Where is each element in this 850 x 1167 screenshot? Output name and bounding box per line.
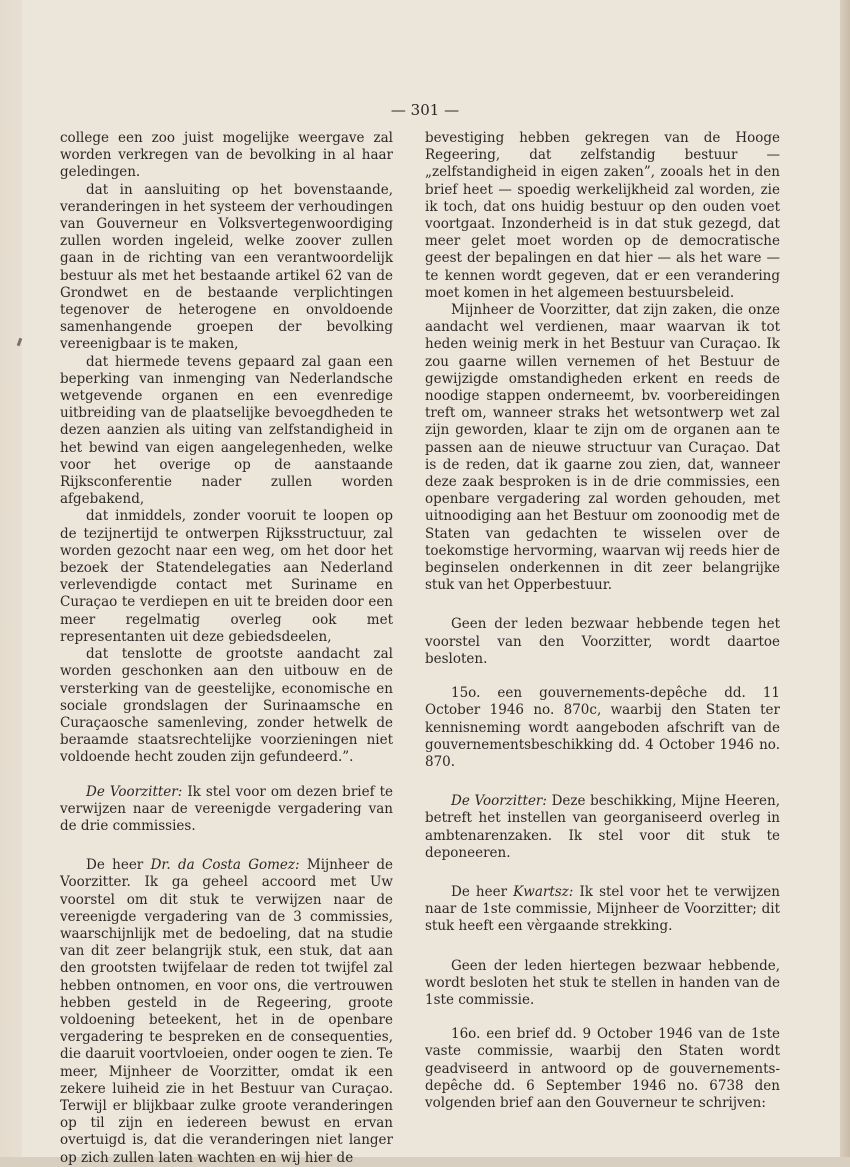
right-column [425,130,780,1112]
paragraph: bevestiging hebben gekregen van de Hooge Regeering, dat zelfstandig bestuur — „zelfstandigheid in eigen zaken”, zooals het in den brief heet — spoedig werkelijkheid zal worden, zie ik toch, dat ons huidig bestuur op den ouden voet voortgaat. Inzonderheid is in dat stuk gezegd, dat meer gelet moet worden op de democratische geest der bepalingen en dat hier — als het ware — te kennen wordt gegeven, dat er een verandering moet komen in het algemeen bestuursbeleid. [425,130,780,301]
paragraph: dat hiermede tevens gepaard zal gaan een beperking van inmenging van Nederlandsche wetgevende organen en een evenredige uitbreiding van de plaatselijke bevoegdheden te dezen aanzien als uiting van zelfstandigheid in het bewind van eigen aangelegenheden, welke voor het overige op de aanstaande Rijksconferentie nader zullen worden afgebakend, [60,353,393,508]
page-edge [840,0,850,1157]
left-column [60,130,393,1167]
paragraph [425,793,780,862]
speech-text: Mijnheer de Voorzitter. Ik ga geheel accoord met Uw voorstel om dit stuk te verwijzen naar de vereenigde vergadering van de 3 commissies, waarschijnlijk met de bedoeling, dat na studie van dit zeer belangrijk stuk, een stuk, dat aan den grootsten twijfelaar de reden tot twijfel zal hebben ontnomen, en voor ons, die vertrouwen hebben gesteld in de Regeering, groote voldoening beteekent, het in de openbare vergadering te bespreken en de consequenties, die daaruit voortvloeien, onder oogen te zien. Te meer, Mijnheer de Voorzitter, omdat ik een zekere luiheid zie in het Bestuur van Curaçao. Terwijl er blijkbaar zulke groote veranderingen op til zijn en iedereen bewust en ervan overtuigd is, dat die veranderingen niet langer op zich zullen laten wachten en wij hier de [60,857,393,1166]
paragraph: Mijnheer de Voorzitter, dat zijn zaken, die onze aandacht wel verdienen, maar waarvan ik tot heden weinig merk in het Bestuur van Curaçao. Ik zou gaarne willen vernemen of het Bestuur de gewijzigde omstandigheden erkent en reeds de noodige stappen onderneemt, bv. voorbereidingen treft om, wanneer straks het wetsontwerp wet zal zijn geworden, klaar te zijn om de organen aan te passen aan de nieuwe structuur van Curaçao. Dat is de reden, dat ik gaarne zou zien, dat, wanneer deze zaak besproken is in de drie commissies, een openbare vergadering zal worden gehouden, met uitnoodiging aan het Bestuur om zoonoodig met de Staten van gedachten te wisselen over de toekomstige hervorming, waarvan wij reeds hier de beginselen onderkennen in dit zeer belangrijke stuk van het Opperbestuur. [425,302,780,594]
paragraph: Geen der leden bezwaar hebbende tegen het voorstel van den Voorzitter, wordt daartoe besloten. [425,616,780,667]
paragraph: college een zoo juist mogelijke weergave zal worden verkregen van de bevolking in al haar geledingen. [60,130,393,181]
speaker-name: De Voorzitter: [451,793,547,810]
speaker-prefix: De heer [86,857,151,874]
paragraph [60,784,393,836]
paragraph: Geen der leden hiertegen bezwaar hebbende, wordt besloten het stuk te stellen in handen van de 1ste commissie. [425,957,780,1008]
speaker-name: De Voorzitter: [86,783,183,800]
paragraph: dat tenslotte de grootste aandacht zal worden geschonken aan den uitbouw en de versterking van de geestelijke, economische en sociale grondslagen der Surinaamsche en Curaçaosche samenleving, zonder hetwelk de beraamde staatsrechtelijke voorzieningen niet voldoende hecht zouden zijn gefundeerd.”. [60,646,393,766]
speaker-name: Kwartsz: [513,883,574,900]
agenda-item: 16o. een brief dd. 9 October 1946 van de 1ste vaste commissie, waarbij den Staten wordt geadviseerd in antwoord op de gouvernements-depêche dd. 6 September 1946 no. 6738 den volgenden brief aan den Gouverneur te schrijven: [425,1026,780,1111]
paragraph: dat inmiddels, zonder vooruit te loopen op de tezijnertijd te ontwerpen Rijksstructuur, zal worden gezocht naar een weg, om het door het bezoek der Statendelegaties aan Nederland verlevendigde contact met Suriname en Curaçao te verdiepen en uit te breiden door een meer regelmatig overleg ook met representanten uit deze gebiedsdeelen, [60,508,393,645]
speaker-name: Dr. da Costa Gomez: [150,857,300,874]
paragraph: dat in aansluiting op het bovenstaande, veranderingen in het systeem der verhoudingen van Gouverneur en Volksvertegenwoordiging zullen worden ingeleid, welke zoover zullen gaan in de richting van een verantwoordelijk bestuur als met het bestaande artikel 62 van de Grondwet en de bestaande verplichtingen tegenover de heterogene en onvoldoende samenhangende groepen der bevolking vereenigbaar is te maken, [60,181,393,353]
speech-text: Ik stel voor het te verwijzen naar de 1ste commissie, Mijnheer de Voorzitter; dit stuk heeft een vèrgaande strekking. [425,883,780,935]
speaker-prefix: De heer [451,883,514,900]
paragraph [425,884,780,936]
page-number: — 301 — [390,101,460,119]
speech-text: Deze beschikking, Mijne Heeren, betreft het instellen van georganiseerd overleg in ambtenarenzaken. Ik stel voor dit stuk te deponeeren. [425,793,780,861]
paragraph [60,857,393,1167]
agenda-item: 15o. een gouvernements-depêche dd. 11 October 1946 no. 870c, waarbij den Staten ter kennisneming wordt aangeboden afschrift van de gouvernementsbeschikking dd. 4 October 1946 no. 870. [425,685,780,770]
speech-text: Ik stel voor om dezen brief te verwijzen naar de vereenigde vergadering van de drie commissies. [60,783,393,834]
